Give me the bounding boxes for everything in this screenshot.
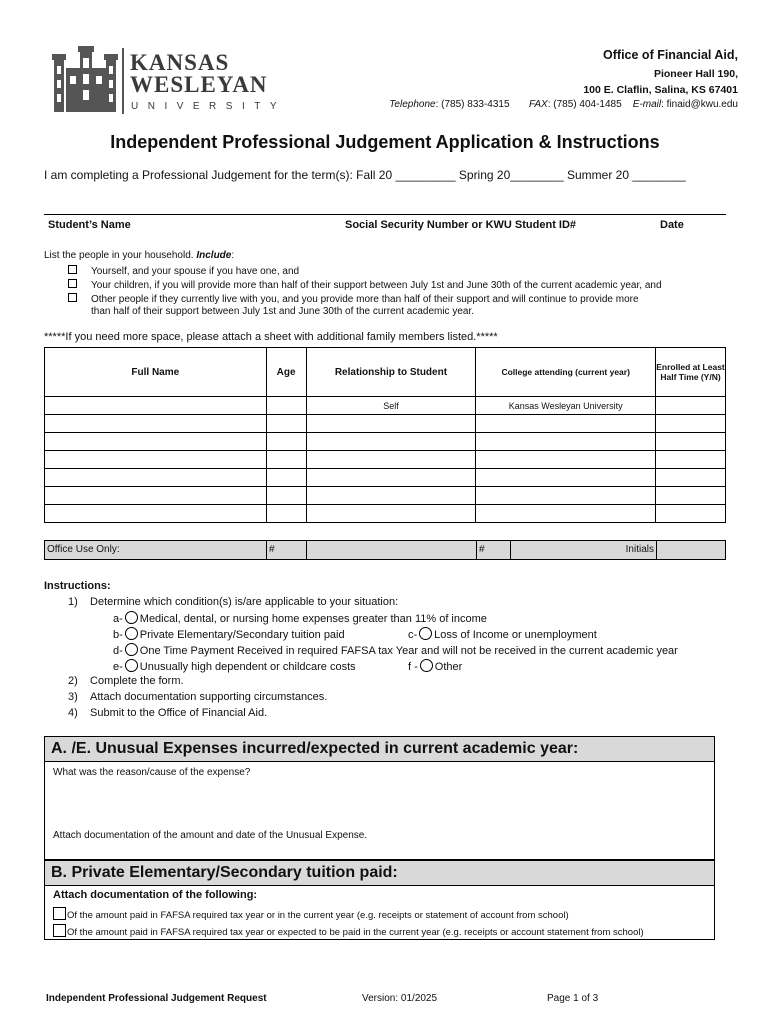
cell[interactable] [306,415,476,433]
section-a [44,736,715,860]
office-use-field-1 [307,541,477,559]
office-use-hash-1: # [267,541,307,559]
contact-line: Telephone: (785) 833-4315 FAX: (785) 404-1485 E-mail: finaid@kwu.edu [389,99,738,110]
household-item: Other people if they currently live with you, and you provide more than half of their support and will continue to provide more [68,293,639,305]
table-row[interactable] [45,487,726,505]
term-line: I am completing a Professional Judgement for the term(s): Fall 20 _________ Spring 20________ Summer 20 ________ [44,168,686,182]
cell[interactable] [306,433,476,451]
cell[interactable] [656,469,726,487]
col-enrolled: Enrolled at Least Half Time (Y/N) [656,348,726,397]
cell[interactable] [656,415,726,433]
footer-version: Version: 01/2025 [362,993,438,1004]
section-b-option-1: Of the amount paid in FAFSA required tax year or in the current year (e.g. receipts or statement of account from school) [53,907,569,921]
condition-a: a- Medical, dental, or nursing home expenses greater than 11% of income [113,613,487,625]
address-line-2: 100 E. Claflin, Salina, KS 67401 [583,84,738,96]
cell[interactable] [476,487,656,505]
condition-c-radio[interactable] [419,627,432,640]
table-header-row [45,348,726,397]
col-age: Age [266,348,306,397]
footer-page: Page 1 of 3 [547,993,599,1004]
office-name: Office of Financial Aid, [603,48,738,62]
office-use-initials: Initials [511,541,657,559]
cell[interactable] [476,451,656,469]
cell[interactable] [476,469,656,487]
cell[interactable] [266,433,306,451]
instructions-title: Instructions: [44,580,111,592]
instruction-step-3: 3) Attach documentation supporting circumstances. [68,691,328,703]
student-id-label: Social Security Number or KWU Student ID# [345,219,577,231]
office-use-label: Office Use Only: [45,541,267,559]
section-b [44,860,715,940]
cell[interactable]: Kansas Wesleyan University [476,397,656,415]
cell[interactable] [45,397,267,415]
condition-b: b- Private Elementary/Secondary tuition paid [113,629,345,641]
section-b-option-2: Of the amount paid in FAFSA required tax year or expected to be paid in the current year (e.g. receipts or account statement from school) [53,924,644,938]
col-full-name: Full Name [45,348,267,397]
cell[interactable] [266,415,306,433]
cell[interactable] [306,505,476,523]
option-2-checkbox[interactable] [53,924,66,937]
table-row[interactable] [45,505,726,523]
space-note: *****If you need more space, please attach a sheet with additional family members listed.***** [44,331,498,343]
logo-text-university: UNIVERSITY [131,101,287,112]
cell[interactable] [266,469,306,487]
table-row[interactable] [45,469,726,487]
option-1-checkbox[interactable] [53,907,66,920]
condition-a-radio[interactable] [125,611,138,624]
student-name-label: Student’s Name [48,219,131,231]
page-title: Independent Professional Judgement Application & Instructions [110,132,660,152]
cell[interactable] [266,397,306,415]
household-item: Your children, if you will provide more than half of their support between July 1st and June 30th of the current academic year, and [68,279,662,291]
condition-f-radio[interactable] [420,659,433,672]
condition-e: e- Unusually high dependent or childcare costs [113,661,356,673]
col-college: College attending (current year) [476,348,656,397]
cell[interactable] [306,469,476,487]
cell[interactable] [45,433,267,451]
household-item: Yourself, and your spouse if you have one, and [68,265,299,277]
condition-d-radio[interactable] [125,643,138,656]
cell[interactable] [45,415,267,433]
cell[interactable] [306,487,476,505]
condition-d: d- One Time Payment Received in required FAFSA tax Year and will not be received in the current academic year [113,645,678,657]
condition-b-radio[interactable] [125,627,138,640]
cell[interactable] [656,451,726,469]
cell[interactable] [266,505,306,523]
cell[interactable] [306,451,476,469]
household-intro: List the people in your household. Include: [44,250,235,261]
logo-text-wesleyan: WESLEYAN [130,72,268,97]
table-row[interactable] [45,451,726,469]
office-use-hash-2: # [477,541,511,559]
cell[interactable] [656,397,726,415]
cell[interactable] [476,433,656,451]
table-row[interactable] [45,433,726,451]
family-table [44,347,726,523]
section-b-heading: B. Private Elementary/Secondary tuition paid: [45,861,714,886]
section-a-question: What was the reason/cause of the expense? [53,767,251,778]
cell[interactable] [266,487,306,505]
section-a-attach-note: Attach documentation of the amount and date of the Unusual Expense. [53,830,368,841]
section-a-reason-field[interactable] [45,779,714,821]
section-a-heading: A. /E. Unusual Expenses incurred/expected in current academic year: [45,737,714,762]
instruction-step-1: 1) Determine which condition(s) is/are applicable to your situation: [68,596,399,608]
condition-c: c- Loss of Income or unemployment [408,629,597,641]
cell[interactable] [45,505,267,523]
condition-f: f - Other [408,661,463,673]
instruction-step-2: 2) Complete the form. [68,675,184,687]
logo-text-kansas: KANSAS [130,50,230,75]
condition-e-radio[interactable] [125,659,138,672]
section-b-subheading: Attach documentation of the following: [53,889,258,901]
instruction-step-4: 4) Submit to the Office of Financial Aid. [68,707,268,719]
col-relationship: Relationship to Student [306,348,476,397]
date-label: Date [660,219,684,231]
office-use-bar [44,540,726,560]
cell[interactable] [476,505,656,523]
cell[interactable] [45,469,267,487]
table-row[interactable] [45,415,726,433]
footer-title: Independent Professional Judgement Request [46,993,267,1004]
cell[interactable] [656,433,726,451]
cell[interactable] [656,487,726,505]
cell[interactable] [656,505,726,523]
signature-line [44,214,726,215]
cell[interactable]: Self [306,397,476,415]
household-item-cont: than half of their support between July 1st and June 30th of the current academic year. [91,306,475,317]
address-line-1: Pioneer Hall 190, [653,68,738,80]
cell[interactable] [266,451,306,469]
cell[interactable] [476,415,656,433]
cell[interactable] [45,487,267,505]
cell[interactable] [45,451,267,469]
table-row[interactable] [45,397,726,415]
